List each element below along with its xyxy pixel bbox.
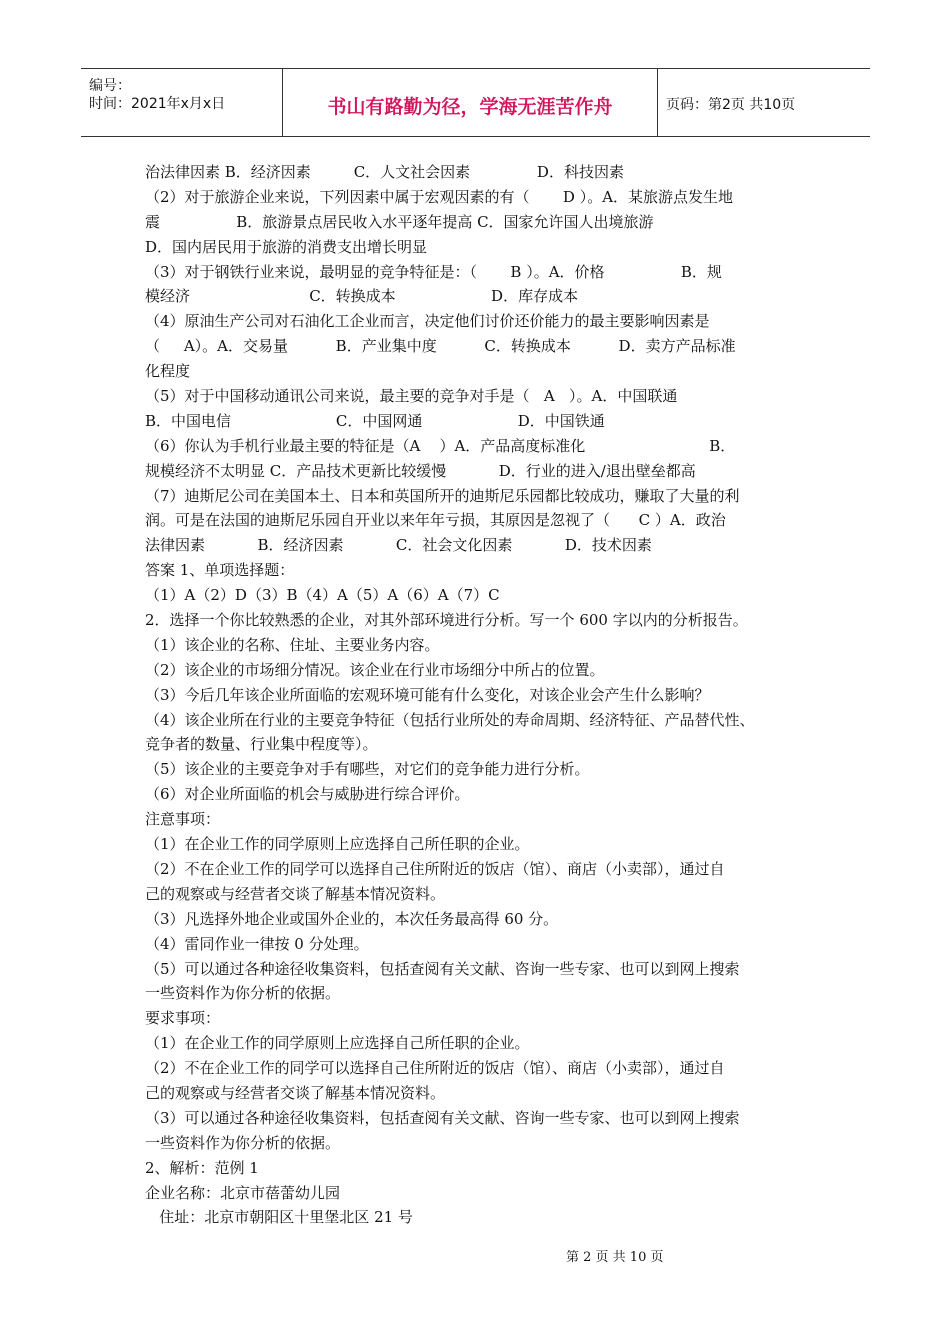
- header-motto-cell: [283, 69, 658, 136]
- page-info: 页码：第2页 共10页: [666, 97, 796, 113]
- text-line: （1）该企业的名称、住址、主要业务内容。: [145, 635, 440, 654]
- text-line: （4）雷同作业一律按 0 分处理。: [145, 934, 369, 953]
- text-line: 注意事项：: [145, 810, 221, 829]
- text-line: 要求事项：: [145, 1009, 221, 1028]
- text-line: 一些资料作为你分析的依据。: [145, 1133, 341, 1152]
- text-line: 法律因素 B．经济因素 C．社会文化因素 D．技术因素: [145, 536, 652, 555]
- motto-text: 书山有路勤为径，学海无涯苦作舟: [327, 96, 613, 118]
- text-line: （3）今后几年该企业所面临的宏观环境可能有什么变化，对该企业会产生什么影响？: [145, 685, 710, 704]
- text-line: 震 B．旅游景点居民收入水平逐年提高 C．国家允许国人出境旅游: [145, 212, 654, 231]
- text-line: 治法律因素 B．经济因素 C．人文社会因素 D．科技因素: [145, 163, 624, 181]
- text-line: 润。可是在法国的迪斯尼乐园自开业以来年年亏损，其原因是忽视了（ C ）A．政治: [145, 511, 726, 530]
- text-line: （2）不在企业工作的同学可以选择自己住所附近的饭店（馆）、商店（小卖部），通过自: [145, 1059, 725, 1078]
- text-line: D．国内居民用于旅游的消费支出增长明显: [145, 237, 428, 256]
- page-footer: 第 2 页 共 10 页: [566, 1250, 664, 1265]
- text-line: 竞争者的数量、行业集中程度等）。: [145, 735, 378, 754]
- text-line: 规模经济不太明显 C．产品技术更新比较缓慢 D．行业的进入/退出壁垒都高: [145, 461, 696, 480]
- text-line: B．中国电信 C．中国网通 D．中国铁通: [145, 411, 605, 430]
- text-line: （3）可以通过各种途径收集资料，包括查阅有关文献、咨询一些专家、也可以到网上搜索: [145, 1108, 740, 1127]
- time-label: 时间：2021年x月x日: [89, 96, 226, 112]
- header-page-cell: [658, 69, 870, 136]
- text-line: 一些资料作为你分析的依据。: [145, 984, 341, 1003]
- text-line: 模经济 C．转换成本 D．库存成本: [145, 287, 579, 306]
- text-line: （1）在企业工作的同学原则上应选择自己所任职的企业。: [145, 835, 530, 854]
- text-line: （1）A（2）D（3）B（4）A（5）A（6）A（7）C: [145, 586, 500, 605]
- text-line: （5）对于中国移动通讯公司来说，最主要的竞争对手是（ A ）。A．中国联通: [145, 387, 678, 406]
- text-line: （7）迪斯尼公司在美国本土、日本和英国所开的迪斯尼乐园都比较成功，赚取了大量的利: [145, 486, 740, 505]
- text-line: （ A）。A．交易量 B．产业集中度 C．转换成本 D．卖方产品标准: [145, 337, 736, 356]
- page-header: [81, 68, 870, 137]
- text-line: 2．选择一个你比较熟悉的企业，对其外部环境进行分析。写一个 600 字以内的分析报告。: [145, 611, 748, 630]
- text-line: （2）不在企业工作的同学可以选择自己住所附近的饭店（馆）、商店（小卖部），通过自: [145, 859, 725, 878]
- text-line: 己的观察或与经营者交谈了解基本情况资料。: [145, 884, 446, 903]
- text-line: （6）对企业所面临的机会与威胁进行综合评价。: [145, 785, 470, 804]
- number-label: 编号：: [89, 78, 131, 94]
- text-line: 住址：北京市朝阳区十里堡北区 21 号: [145, 1208, 413, 1227]
- text-line: 化程度: [145, 362, 191, 381]
- text-line: （4）原油生产公司对石油化工企业而言，决定他们讨价还价能力的最主要影响因素是: [145, 312, 710, 331]
- text-line: 答案 1、单项选择题：: [145, 561, 295, 580]
- header-meta-cell: [81, 69, 283, 136]
- text-line: 2、解析：范例 1: [145, 1158, 259, 1177]
- text-line: （4）该企业所在行业的主要竞争特征（包括行业所处的寿命周期、经济特征、产品替代性、: [145, 710, 755, 729]
- text-line: （2）对于旅游企业来说，下列因素中属于宏观因素的有（ D ）。A．某旅游点发生地: [145, 187, 734, 206]
- text-line: （1）在企业工作的同学原则上应选择自己所任职的企业。: [145, 1034, 530, 1053]
- text-line: （2）该企业的市场细分情况。该企业在行业市场细分中所占的位置。: [145, 660, 605, 679]
- document-body: [145, 160, 825, 1230]
- text-line: 己的观察或与经营者交谈了解基本情况资料。: [145, 1083, 446, 1102]
- text-line: （3）凡选择外地企业或国外企业的，本次任务最高得 60 分。: [145, 909, 559, 928]
- text-line: （5）该企业的主要竞争对手有哪些，对它们的竞争能力进行分析。: [145, 760, 590, 779]
- text-line: （5）可以通过各种途径收集资料，包括查阅有关文献、咨询一些专家、也可以到网上搜索: [145, 959, 740, 978]
- text-line: 企业名称：北京市蓓蕾幼儿园: [145, 1183, 341, 1202]
- text-line: （6）你认为手机行业最主要的特征是（A ）A．产品高度标准化 B．: [145, 436, 736, 455]
- text-line: （3）对于钢铁行业来说，最明显的竞争特征是：（ B ）。A．价格 B．规: [145, 262, 722, 281]
